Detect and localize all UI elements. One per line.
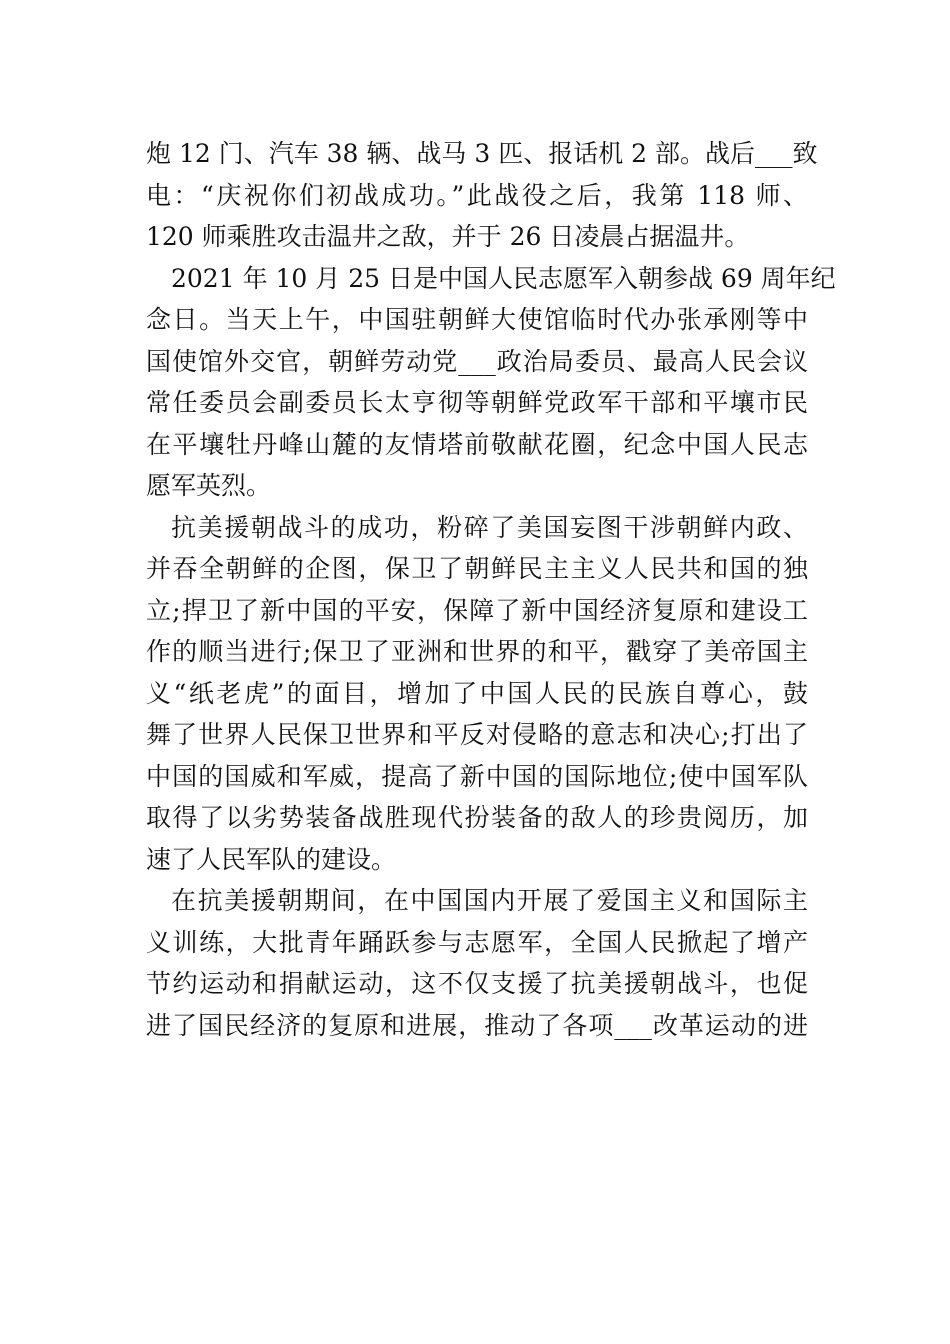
paragraph-3 [146, 507, 808, 881]
text-line: 在平壤牡丹峰山麓的友情塔前敬献花圈，纪念中国人民志 [146, 429, 808, 459]
text-line: 作的顺当进行;保卫了亚洲和世界的和平，戳穿了美帝国主 [146, 637, 808, 666]
text-line: 常任委员会副委员长太亨彻等朝鲜党政军干部和平壤市民 [146, 388, 808, 417]
paragraph-2 [146, 258, 836, 507]
text-line: 进了国民经济的复原和进展，推动了各项___改革运动的进 [146, 1010, 808, 1040]
text-line: 电：“庆祝你们初战成功。”此战役之后，我第 118 师、 [146, 180, 808, 210]
document-body [146, 133, 836, 1046]
paragraph-4 [146, 880, 808, 1046]
text-line: 2021 年 10 月 25 日是中国人民志愿军入朝参战 69 周年纪 [171, 263, 836, 293]
paragraph-1 [146, 133, 818, 258]
text-line: 立;捍卫了新中国的平安，保障了新中国经济复原和建设工 [146, 595, 808, 625]
text-line: 义训练，大批青年踊跃参与志愿军，全国人民掀起了增产 [146, 927, 808, 957]
text-line: 中国的国威和军威，提高了新中国的国际地位;使中国军队 [146, 761, 808, 791]
text-line: 取得了以劣势装备战胜现代扮装备的敌人的珍贵阅历，加 [146, 803, 808, 832]
text-line: 120 师乘胜攻击温井之敌，并于 26 日凌晨占据温井。 [146, 222, 750, 251]
text-line: 义“纸老虎”的面目，增加了中国人民的民族自尊心，鼓 [146, 678, 808, 708]
text-line: 国使馆外交官，朝鲜劳动党___政治局委员、最高人民会议 [146, 346, 808, 376]
text-line: 并吞全朝鲜的企图，保卫了朝鲜民主主义人民共和国的独 [146, 554, 808, 583]
text-line: 在抗美援朝期间，在中国国内开展了爱国主义和国际主 [171, 886, 808, 915]
text-line: 节约运动和捐献运动，这不仅支援了抗美援朝战斗，也促 [146, 969, 808, 998]
text-line: 炮 12 门、汽车 38 辆、战马 3 匹、报话机 2 部。战后___致 [146, 139, 818, 168]
text-line: 速了人民军队的建设。 [146, 844, 397, 874]
text-line: 舞了世界人民保卫世界和平反对侵略的意志和决心;打出了 [146, 720, 808, 749]
text-line: 念日。当天上午，中国驻朝鲜大使馆临时代办张承刚等中 [146, 305, 808, 334]
text-line: 愿军英烈。 [146, 471, 272, 500]
text-line: 抗美援朝战斗的成功，粉碎了美国妄图干涉朝鲜内政、 [171, 512, 808, 542]
